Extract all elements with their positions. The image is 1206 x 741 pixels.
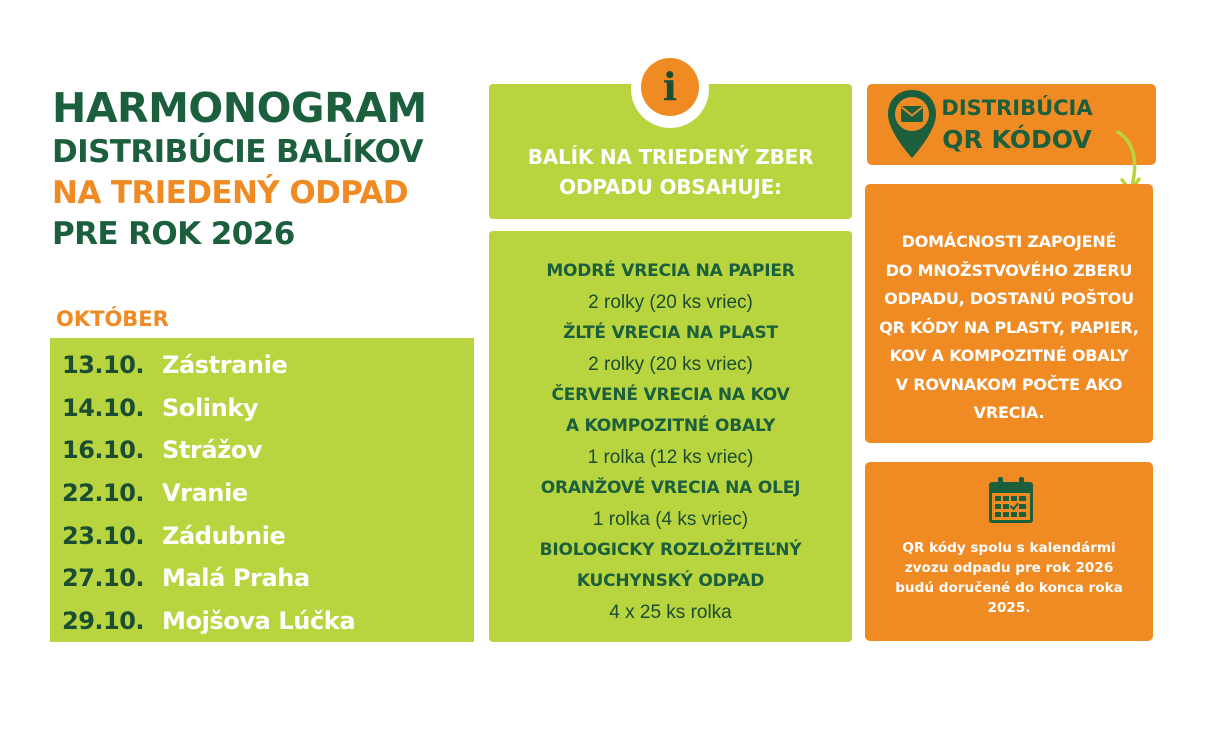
item-quantity: 2 rolky (20 ks vriec) bbox=[588, 354, 753, 375]
item-quantity: 4 x 25 ks rolka bbox=[609, 602, 732, 623]
qr-info-line: V ROVNAKOM POČTE AKO bbox=[895, 374, 1123, 394]
item-quantity: 1 rolka (12 ks vriec) bbox=[587, 447, 754, 468]
schedule-place: Mojšova Lúčka bbox=[162, 606, 356, 635]
schedule-row bbox=[50, 472, 474, 515]
schedule-table bbox=[50, 338, 474, 642]
info-icon bbox=[631, 50, 709, 128]
qr-info-line: KOV A KOMPOZITNÉ OBALY bbox=[889, 346, 1129, 365]
item-quantity: 1 rolka (4 ks vriec) bbox=[592, 509, 749, 530]
package-heading bbox=[489, 142, 852, 202]
schedule-row bbox=[50, 429, 474, 472]
qr-info-text bbox=[865, 228, 1153, 428]
title-line-1: HARMONOGRAM bbox=[52, 84, 427, 132]
item-name: ORANŽOVÉ VRECIA NA OLEJ bbox=[540, 478, 801, 498]
qr-info-line: DO MNOŽSTVOVÉHO ZBERU bbox=[885, 260, 1133, 280]
schedule-date: 22.10. bbox=[62, 479, 145, 508]
schedule-place: Strážov bbox=[162, 436, 263, 465]
info-icon-glyph: i bbox=[641, 58, 699, 116]
calendar-note-line: zvozu odpadu pre rok 2026 bbox=[904, 560, 1114, 576]
schedule-date: 29.10. bbox=[62, 606, 145, 635]
calendar-icon bbox=[986, 475, 1036, 525]
package-heading-line-1: BALÍK NA TRIEDENÝ ZBER bbox=[527, 145, 814, 169]
title-line-4: PRE ROK 2026 bbox=[52, 216, 295, 252]
schedule-date: 13.10. bbox=[62, 351, 145, 380]
calendar-note-line: 2025. bbox=[987, 600, 1031, 616]
schedule-row bbox=[50, 557, 474, 600]
schedule-place: Zástranie bbox=[162, 351, 288, 380]
qr-heading-line-2: QR KÓDOV bbox=[942, 125, 1092, 154]
calendar-note-line: QR kódy spolu s kalendármi bbox=[902, 540, 1116, 556]
qr-info-line: ODPADU, DOSTANÚ POŠTOU bbox=[884, 289, 1134, 308]
calendar-note-line: budú doručené do konca roka bbox=[895, 580, 1123, 596]
schedule-date: 14.10. bbox=[62, 393, 145, 422]
item-name-line-2: A KOMPOZITNÉ OBALY bbox=[565, 416, 776, 436]
schedule-place: Solinky bbox=[162, 393, 259, 422]
item-name: ŽLTÉ VRECIA NA PLAST bbox=[563, 323, 778, 343]
title-line-2: DISTRIBÚCIE BALÍKOV bbox=[52, 134, 423, 170]
item-name: MODRÉ VRECIA NA PAPIER bbox=[546, 261, 795, 281]
title-line-3: NA TRIEDENÝ ODPAD bbox=[52, 175, 409, 211]
schedule-date: 16.10. bbox=[62, 436, 145, 465]
mail-pin-icon bbox=[886, 88, 938, 160]
item-name-line-1: BIOLOGICKY ROZLOŽITEĽNÝ bbox=[539, 540, 802, 560]
qr-info-line: QR KÓDY NA PLASTY, PAPIER, bbox=[879, 317, 1139, 337]
schedule-row bbox=[50, 387, 474, 430]
schedule-place: Zádubnie bbox=[162, 521, 286, 550]
qr-info-line: DOMÁCNOSTI ZAPOJENÉ bbox=[901, 232, 1117, 251]
schedule-place: Malá Praha bbox=[162, 564, 310, 593]
month-label: OKTÓBER bbox=[56, 307, 169, 331]
item-name-line-2: KUCHYNSKÝ ODPAD bbox=[576, 571, 765, 591]
package-contents bbox=[489, 231, 852, 642]
package-heading-line-2: ODPADU OBSAHUJE: bbox=[559, 175, 782, 199]
schedule-row bbox=[50, 514, 474, 557]
schedule-row bbox=[50, 344, 474, 387]
qr-heading-line-1: DISTRIBÚCIA bbox=[941, 96, 1093, 120]
qr-info-box bbox=[865, 184, 1153, 443]
schedule-date: 23.10. bbox=[62, 521, 145, 550]
qr-info-line: VRECIA. bbox=[973, 403, 1045, 422]
schedule-place: Vranie bbox=[162, 479, 248, 508]
page-title bbox=[52, 84, 427, 252]
item-name-line-1: ČERVENÉ VRECIA NA KOV bbox=[551, 385, 790, 405]
schedule-row bbox=[50, 600, 474, 643]
calendar-note-box bbox=[865, 462, 1153, 641]
item-quantity: 2 rolky (20 ks vriec) bbox=[588, 292, 753, 313]
calendar-note-text bbox=[865, 538, 1153, 618]
schedule-date: 27.10. bbox=[62, 564, 145, 593]
